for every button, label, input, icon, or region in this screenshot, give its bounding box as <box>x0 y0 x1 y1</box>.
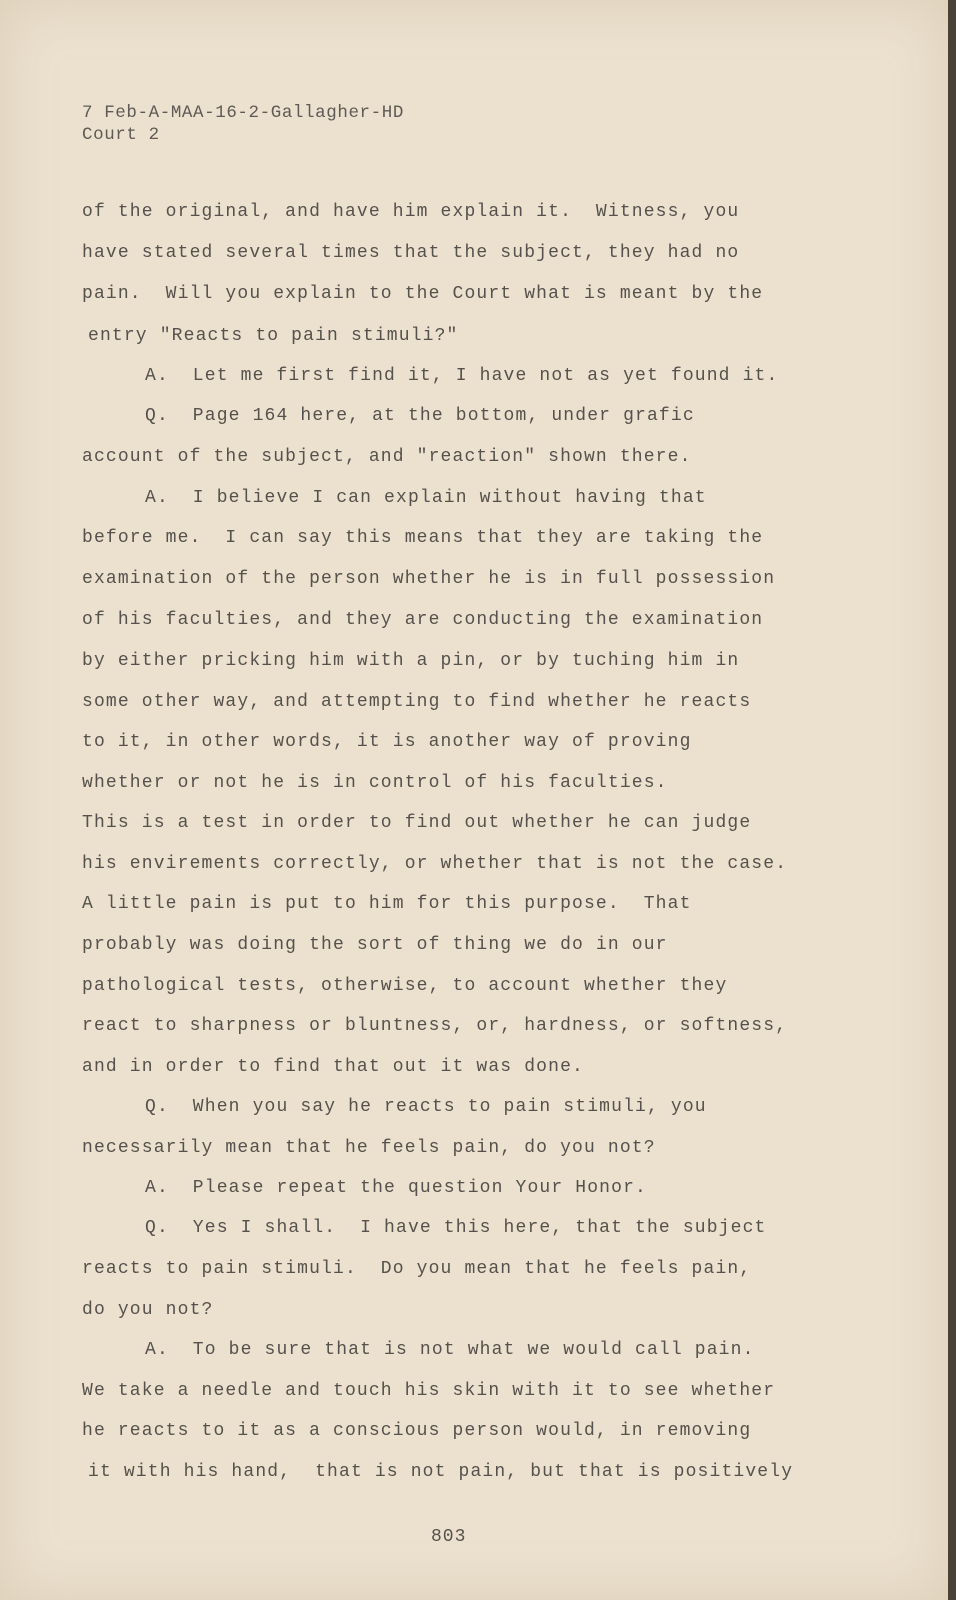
transcript-line: react to sharpness or bluntness, or, hardness, or softness, <box>82 1016 788 1036</box>
transcript-line: whether or not he is in control of his faculties. <box>82 773 668 793</box>
transcript-line: A. To be sure that is not what we would call pain. <box>145 1340 755 1360</box>
transcript-line: A. Let me first find it, I have not as yet found it. <box>145 366 779 386</box>
transcript-line: A. Please repeat the question Your Honor. <box>145 1178 647 1198</box>
scan-edge <box>948 0 956 1600</box>
transcript-line: by either pricking him with a pin, or by tuching him in <box>82 651 740 671</box>
transcript-line: examination of the person whether he is in full possession <box>82 569 776 589</box>
header-court: Court 2 <box>82 125 160 145</box>
transcript-line: Q. Page 164 here, at the bottom, under grafic <box>145 406 695 426</box>
transcript-line: his envirements correctly, or whether that is not the case. <box>82 854 788 874</box>
transcript-line: before me. I can say this means that they are taking the <box>82 528 764 548</box>
transcript-line: of the original, and have him explain it. Witness, you <box>82 202 740 222</box>
transcript-line: Q. When you say he reacts to pain stimuli, you <box>145 1097 707 1117</box>
transcript-line: have stated several times that the subject, they had no <box>82 243 740 263</box>
transcript-line: some other way, and attempting to find whether he reacts <box>82 692 752 712</box>
transcript-line: do you not? <box>82 1300 214 1320</box>
transcript-line: reacts to pain stimuli. Do you mean that he feels pain, <box>82 1259 752 1279</box>
transcript-line: he reacts to it as a conscious person would, in removing <box>82 1421 752 1441</box>
transcript-line: Q. Yes I shall. I have this here, that the subject <box>145 1218 767 1238</box>
transcript-line: This is a test in order to find out whether he can judge <box>82 813 752 833</box>
transcript-line: necessarily mean that he feels pain, do you not? <box>82 1138 656 1158</box>
transcript-line: A little pain is put to him for this purpose. That <box>82 894 692 914</box>
transcript-line: and in order to find that out it was done. <box>82 1057 584 1077</box>
transcript-line: to it, in other words, it is another way of proving <box>82 732 692 752</box>
transcript-line: account of the subject, and "reaction" shown there. <box>82 447 692 467</box>
transcript-line: it with his hand, that is not pain, but that is positively <box>88 1462 794 1482</box>
transcript-line: pain. Will you explain to the Court what is meant by the <box>82 284 764 304</box>
transcript-line: probably was doing the sort of thing we do in our <box>82 935 668 955</box>
transcript-line: We take a needle and touch his skin with it to see whether <box>82 1381 776 1401</box>
header-reference: 7 Feb-A-MAA-16-2-Gallagher-HD <box>82 103 404 123</box>
page-number: 803 <box>431 1527 467 1547</box>
transcript-line: of his faculties, and they are conducting the examination <box>82 610 764 630</box>
transcript-line: A. I believe I can explain without having that <box>145 488 707 508</box>
transcript-line: entry "Reacts to pain stimuli?" <box>88 326 459 346</box>
transcript-line: pathological tests, otherwise, to account whether they <box>82 976 728 996</box>
